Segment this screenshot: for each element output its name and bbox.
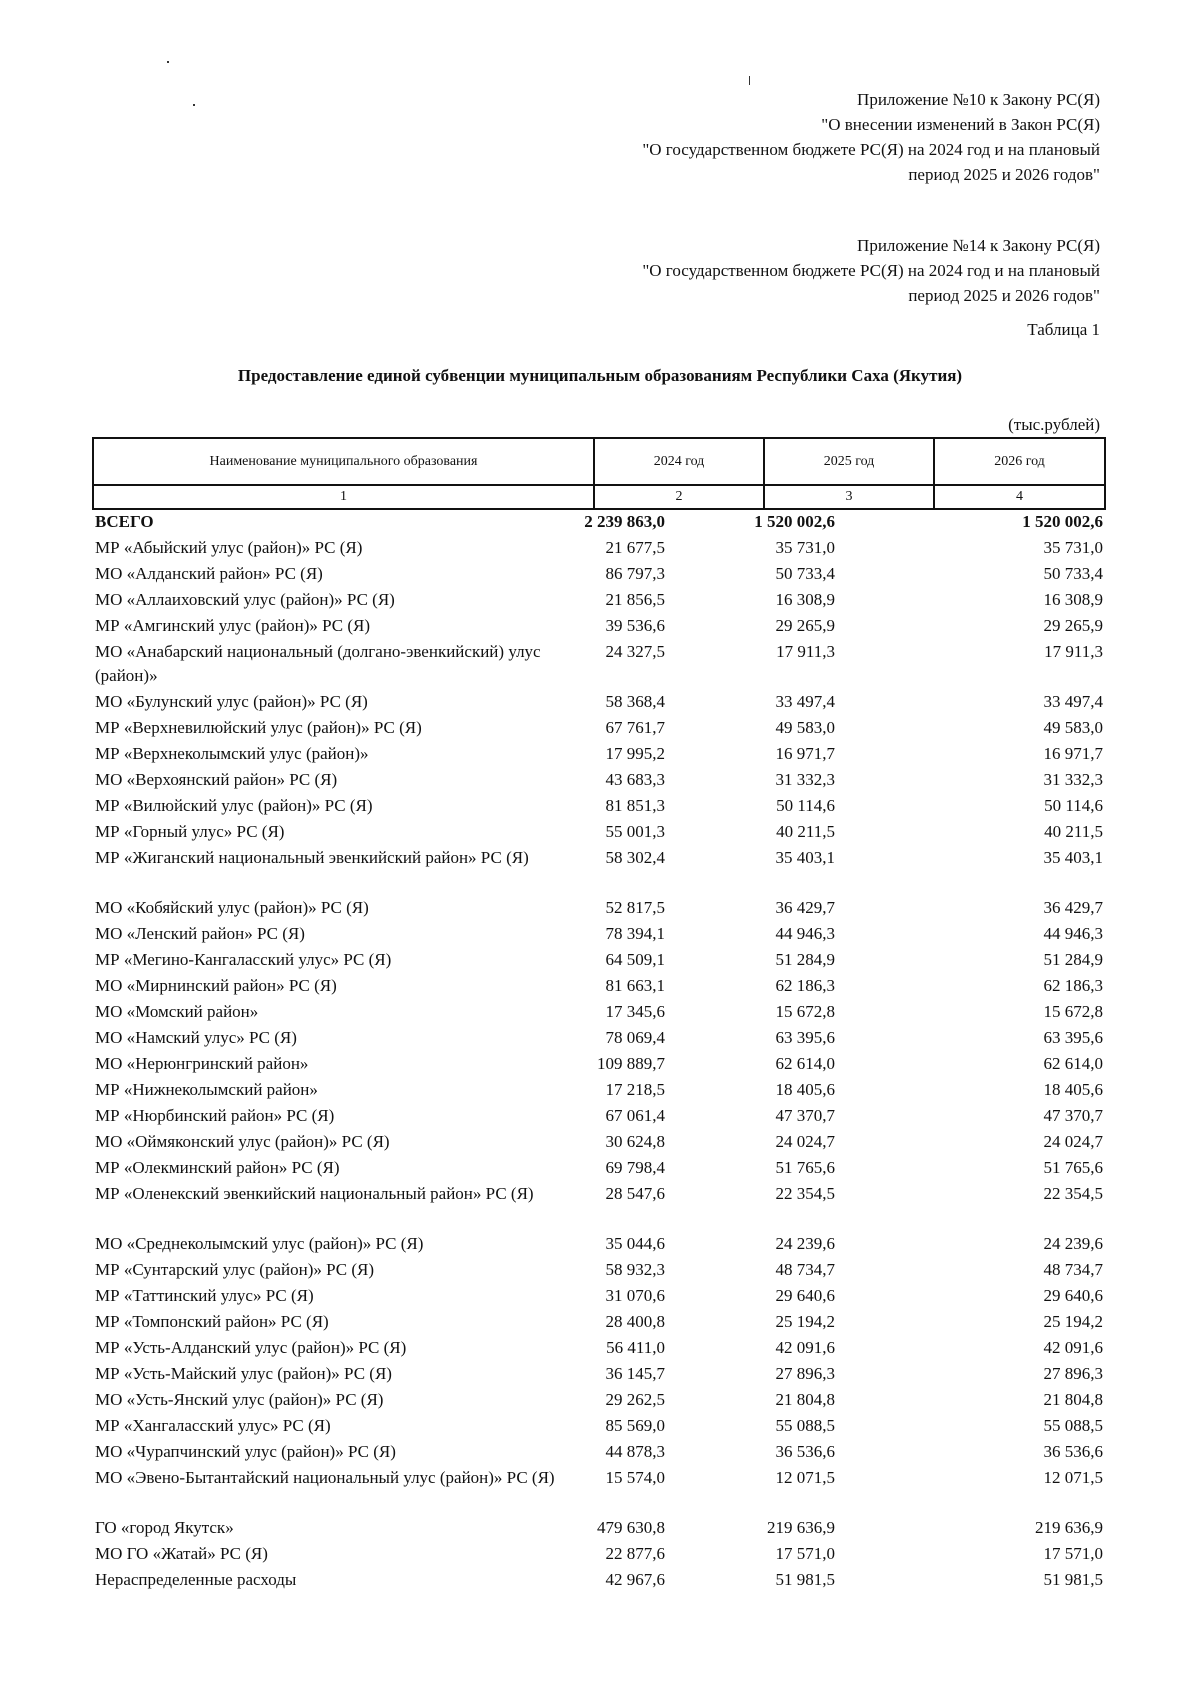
municipality-name: ГО «город Якутск» <box>95 1518 234 1537</box>
total-2024: 2 239 863,0 <box>584 512 665 531</box>
value-2025: 50 114,6 <box>776 796 835 815</box>
municipality-name: МР «Мегино-Кангаласский улус» РС (Я) <box>95 950 392 969</box>
value-2024: 479 630,8 <box>597 1518 665 1537</box>
value-2025: 33 497,4 <box>775 692 835 711</box>
units-label: (тыс.рублей) <box>1008 415 1100 434</box>
municipality-name: МР «Олекминский район» РС (Я) <box>95 1158 340 1177</box>
municipality-name: МО «Аллаиховский улус (район)» РС (Я) <box>95 590 395 609</box>
value-2024: 67 761,7 <box>605 718 665 737</box>
value-2025: 21 804,8 <box>775 1390 835 1409</box>
table-row <box>95 1440 1103 1466</box>
value-2026: 48 734,7 <box>1043 1260 1103 1279</box>
column-header-name: Наименование муниципального образования <box>93 438 594 485</box>
municipality-name: МР «Вилюйский улус (район)» РС (Я) <box>95 796 373 815</box>
value-2026: 51 284,9 <box>1043 950 1103 969</box>
value-2025: 62 186,3 <box>775 976 835 995</box>
value-2024: 55 001,3 <box>605 822 665 841</box>
value-2025: 18 405,6 <box>775 1080 835 1099</box>
municipality-name: МО «Эвено-Бытантайский национальный улус (район)» РС (Я) <box>95 1468 555 1487</box>
value-2026: 50 733,4 <box>1043 564 1103 583</box>
value-2024: 39 536,6 <box>605 616 665 635</box>
table-row <box>95 1568 1103 1594</box>
value-2025: 29 265,9 <box>775 616 835 635</box>
table-row <box>95 1336 1103 1362</box>
value-2025: 35 403,1 <box>775 848 835 867</box>
value-2026: 29 265,9 <box>1043 616 1103 635</box>
value-2026: 24 239,6 <box>1043 1234 1103 1253</box>
value-2026: 63 395,6 <box>1043 1028 1103 1047</box>
table-row <box>95 1414 1103 1440</box>
appendix-10-header <box>540 87 1100 187</box>
value-2026: 25 194,2 <box>1043 1312 1103 1331</box>
value-2024: 21 856,5 <box>605 590 665 609</box>
value-2025: 47 370,7 <box>775 1106 835 1125</box>
table-row <box>95 1542 1103 1568</box>
value-2025: 27 896,3 <box>775 1364 835 1383</box>
scan-speck <box>749 76 750 85</box>
municipality-name: МР «Усть-Алданский улус (район)» РС (Я) <box>95 1338 407 1357</box>
value-2026: 36 429,7 <box>1043 898 1103 917</box>
value-2024: 17 218,5 <box>605 1080 665 1099</box>
column-header-2025: 2025 год <box>764 438 934 485</box>
appendix-14-line-1: Приложение №14 к Закону РС(Я) <box>857 236 1100 255</box>
municipality-name: МО «Ленский район» РС (Я) <box>95 924 305 943</box>
table-row <box>95 1466 1103 1492</box>
table-row <box>95 1284 1103 1310</box>
table-row <box>95 1026 1103 1052</box>
value-2024: 58 368,4 <box>605 692 665 711</box>
value-2026: 35 403,1 <box>1043 848 1103 867</box>
column-header-2024: 2024 год <box>594 438 764 485</box>
value-2026: 15 672,8 <box>1043 1002 1103 1021</box>
value-2024: 109 889,7 <box>597 1054 665 1073</box>
value-2025: 51 765,6 <box>775 1158 835 1177</box>
value-2024: 17 345,6 <box>605 1002 665 1021</box>
value-2025: 44 946,3 <box>775 924 835 943</box>
row-spacer <box>95 1208 1103 1232</box>
row-spacer <box>95 872 1103 896</box>
appendix-10-line-1: Приложение №10 к Закону РС(Я) <box>857 90 1100 109</box>
municipality-name: МР «Хангаласский улус» РС (Я) <box>95 1416 331 1435</box>
value-2024: 42 967,6 <box>605 1570 665 1589</box>
value-2025: 16 308,9 <box>775 590 835 609</box>
municipality-name: МО «Среднеколымский улус (район)» РС (Я) <box>95 1234 424 1253</box>
table-row <box>95 716 1103 742</box>
value-2024: 22 877,6 <box>605 1544 665 1563</box>
value-2026: 50 114,6 <box>1044 796 1103 815</box>
appendix-14-line-2: "О государственном бюджете РС(Я) на 2024 год и на плановый <box>642 261 1100 280</box>
value-2026: 55 088,5 <box>1043 1416 1103 1435</box>
value-2024: 81 851,3 <box>605 796 665 815</box>
table-row <box>95 1052 1103 1078</box>
value-2025: 24 024,7 <box>775 1132 835 1151</box>
total-2026: 1 520 002,6 <box>1022 512 1103 531</box>
value-2025: 31 332,3 <box>775 770 835 789</box>
municipality-name: МР «Нюрбинский район» РС (Я) <box>95 1106 335 1125</box>
value-2026: 47 370,7 <box>1043 1106 1103 1125</box>
appendix-10-line-3: "О государственном бюджете РС(Я) на 2024 год и на плановый <box>642 140 1100 159</box>
value-2025: 17 911,3 <box>776 642 835 661</box>
value-2025: 40 211,5 <box>776 822 835 841</box>
municipality-name: МР «Таттинский улус» РС (Я) <box>95 1286 314 1305</box>
appendix-10-line-2: "О внесении изменений в Закон РС(Я) <box>821 115 1100 134</box>
municipality-name: МР «Томпонский район» РС (Я) <box>95 1312 329 1331</box>
column-number: 2 <box>594 485 764 509</box>
value-2024: 28 547,6 <box>605 1184 665 1203</box>
table-row <box>95 1104 1103 1130</box>
value-2024: 44 878,3 <box>605 1442 665 1461</box>
table-row <box>95 1182 1103 1208</box>
table-row <box>95 742 1103 768</box>
table-row <box>95 896 1103 922</box>
value-2025: 15 672,8 <box>775 1002 835 1021</box>
table-row <box>95 948 1103 974</box>
value-2026: 31 332,3 <box>1043 770 1103 789</box>
value-2024: 24 327,5 <box>605 642 665 661</box>
value-2025: 36 429,7 <box>775 898 835 917</box>
value-2026: 35 731,0 <box>1043 538 1103 557</box>
value-2024: 78 069,4 <box>605 1028 665 1047</box>
value-2026: 49 583,0 <box>1043 718 1103 737</box>
column-header-2026: 2026 год <box>934 438 1105 485</box>
table-row <box>95 1156 1103 1182</box>
value-2024: 43 683,3 <box>605 770 665 789</box>
column-number: 3 <box>764 485 934 509</box>
municipality-name: МР «Амгинский улус (район)» РС (Я) <box>95 616 371 635</box>
municipality-name: МР «Оленекский эвенкийский национальный район» РС (Я) <box>95 1184 534 1203</box>
table-row <box>95 1388 1103 1414</box>
value-2025: 42 091,6 <box>775 1338 835 1357</box>
row-spacer <box>95 1492 1103 1516</box>
value-2026: 51 765,6 <box>1043 1158 1103 1177</box>
value-2025: 36 536,6 <box>775 1442 835 1461</box>
value-2025: 51 981,5 <box>775 1570 835 1589</box>
value-2024: 58 932,3 <box>605 1260 665 1279</box>
value-2024: 36 145,7 <box>605 1364 665 1383</box>
value-2026: 219 636,9 <box>1035 1518 1103 1537</box>
table-row <box>95 1078 1103 1104</box>
value-2025: 63 395,6 <box>775 1028 835 1047</box>
column-number: 1 <box>93 485 594 509</box>
value-2024: 56 411,0 <box>606 1338 665 1357</box>
municipality-name: МО «Булунский улус (район)» РС (Я) <box>95 692 368 711</box>
total-row <box>95 510 1103 536</box>
table-label: Таблица 1 <box>1027 320 1100 339</box>
municipality-name: МР «Абыйский улус (район)» РС (Я) <box>95 538 363 557</box>
value-2024: 35 044,6 <box>605 1234 665 1253</box>
table-row <box>95 974 1103 1000</box>
value-2025: 22 354,5 <box>775 1184 835 1203</box>
value-2024: 28 400,8 <box>605 1312 665 1331</box>
municipality-name: МР «Сунтарский улус (район)» РС (Я) <box>95 1260 375 1279</box>
value-2025: 29 640,6 <box>775 1286 835 1305</box>
value-2024: 15 574,0 <box>605 1468 665 1487</box>
value-2026: 17 571,0 <box>1043 1544 1103 1563</box>
table-row <box>95 640 1103 690</box>
value-2024: 81 663,1 <box>605 976 665 995</box>
scan-speck <box>193 104 195 106</box>
value-2024: 67 061,4 <box>605 1106 665 1125</box>
table-row <box>95 922 1103 948</box>
value-2024: 21 677,5 <box>605 538 665 557</box>
table-row <box>95 690 1103 716</box>
column-number: 4 <box>934 485 1105 509</box>
municipality-name: Нераспределенные расходы <box>95 1570 297 1589</box>
value-2026: 16 971,7 <box>1043 744 1103 763</box>
table-row <box>95 1310 1103 1336</box>
value-2025: 51 284,9 <box>775 950 835 969</box>
total-2025: 1 520 002,6 <box>754 512 835 531</box>
value-2024: 86 797,3 <box>605 564 665 583</box>
value-2026: 36 536,6 <box>1043 1442 1103 1461</box>
value-2026: 42 091,6 <box>1043 1338 1103 1357</box>
appendix-10-line-4: период 2025 и 2026 годов" <box>908 165 1100 184</box>
municipality-name: МР «Горный улус» РС (Я) <box>95 822 285 841</box>
column-names-row <box>93 438 1105 485</box>
value-2025: 62 614,0 <box>775 1054 835 1073</box>
value-2025: 50 733,4 <box>775 564 835 583</box>
value-2025: 25 194,2 <box>775 1312 835 1331</box>
value-2025: 24 239,6 <box>775 1234 835 1253</box>
value-2025: 17 571,0 <box>775 1544 835 1563</box>
value-2025: 48 734,7 <box>775 1260 835 1279</box>
municipality-name: МО «Мирнинский район» РС (Я) <box>95 976 337 995</box>
value-2025: 16 971,7 <box>775 744 835 763</box>
appendix-14-line-3: период 2025 и 2026 годов" <box>908 286 1100 305</box>
municipality-name: МО «Алданский район» РС (Я) <box>95 564 323 583</box>
value-2024: 78 394,1 <box>605 924 665 943</box>
table-row <box>95 1232 1103 1258</box>
value-2026: 44 946,3 <box>1043 924 1103 943</box>
table-row <box>95 588 1103 614</box>
total-label: ВСЕГО <box>95 512 154 531</box>
value-2026: 17 911,3 <box>1044 642 1103 661</box>
table-row <box>95 536 1103 562</box>
value-2024: 30 624,8 <box>605 1132 665 1151</box>
value-2026: 62 186,3 <box>1043 976 1103 995</box>
value-2024: 64 509,1 <box>605 950 665 969</box>
value-2024: 17 995,2 <box>605 744 665 763</box>
value-2026: 24 024,7 <box>1043 1132 1103 1151</box>
municipality-name: МО «Оймяконский улус (район)» РС (Я) <box>95 1132 390 1151</box>
table-row <box>95 1362 1103 1388</box>
table-row <box>95 846 1103 872</box>
value-2024: 29 262,5 <box>605 1390 665 1409</box>
value-2026: 33 497,4 <box>1043 692 1103 711</box>
value-2026: 51 981,5 <box>1043 1570 1103 1589</box>
table-row <box>95 614 1103 640</box>
municipality-name: МР «Верхневилюйский улус (район)» РС (Я) <box>95 718 422 737</box>
table-row <box>95 1130 1103 1156</box>
municipality-name: МО «Кобяйский улус (район)» РС (Я) <box>95 898 369 917</box>
municipality-name: МР «Жиганский национальный эвенкийский район» РС (Я) <box>95 848 529 867</box>
value-2026: 27 896,3 <box>1043 1364 1103 1383</box>
value-2025: 219 636,9 <box>767 1518 835 1537</box>
scan-speck <box>167 61 169 63</box>
table-row <box>95 820 1103 846</box>
municipality-name: МО «Намский улус» РС (Я) <box>95 1028 297 1047</box>
table-header <box>92 437 1106 510</box>
municipality-name: МО «Верхоянский район» РС (Я) <box>95 770 338 789</box>
municipality-name: МР «Верхнеколымский улус (район)» <box>95 744 369 763</box>
value-2026: 21 804,8 <box>1043 1390 1103 1409</box>
value-2026: 22 354,5 <box>1043 1184 1103 1203</box>
value-2024: 69 798,4 <box>605 1158 665 1177</box>
value-2024: 58 302,4 <box>605 848 665 867</box>
table-row <box>95 1000 1103 1026</box>
table-row <box>95 562 1103 588</box>
document-title: Предоставление единой субвенции муниципальным образованиям Республики Саха (Якутия) <box>237 366 963 385</box>
value-2026: 12 071,5 <box>1043 1468 1103 1487</box>
table-row <box>95 1258 1103 1284</box>
table-row <box>95 794 1103 820</box>
value-2024: 85 569,0 <box>605 1416 665 1435</box>
municipality-name: МО «Анабарский национальный (долгано-эвенкийский) улус (район)» <box>95 642 541 685</box>
municipality-name: МР «Усть-Майский улус (район)» РС (Я) <box>95 1364 392 1383</box>
value-2025: 12 071,5 <box>775 1468 835 1487</box>
value-2025: 55 088,5 <box>775 1416 835 1435</box>
value-2026: 62 614,0 <box>1043 1054 1103 1073</box>
value-2026: 29 640,6 <box>1043 1286 1103 1305</box>
municipality-name: МО «Нерюнгринский район» <box>95 1054 309 1073</box>
value-2026: 18 405,6 <box>1043 1080 1103 1099</box>
municipality-name: МО «Момский район» <box>95 1002 259 1021</box>
table-body <box>95 510 1103 1594</box>
municipality-name: МО ГО «Жатай» РС (Я) <box>95 1544 268 1563</box>
value-2025: 35 731,0 <box>775 538 835 557</box>
municipality-name: МО «Чурапчинский улус (район)» РС (Я) <box>95 1442 396 1461</box>
value-2026: 16 308,9 <box>1043 590 1103 609</box>
appendix-14-header <box>540 233 1100 308</box>
municipality-name: МО «Усть-Янский улус (район)» РС (Я) <box>95 1390 384 1409</box>
table-row <box>95 1516 1103 1542</box>
municipality-name: МР «Нижнеколымский район» <box>95 1080 318 1099</box>
value-2025: 49 583,0 <box>775 718 835 737</box>
table-row <box>95 768 1103 794</box>
value-2026: 40 211,5 <box>1044 822 1103 841</box>
value-2024: 31 070,6 <box>605 1286 665 1305</box>
value-2024: 52 817,5 <box>605 898 665 917</box>
column-numbers-row <box>93 485 1105 509</box>
